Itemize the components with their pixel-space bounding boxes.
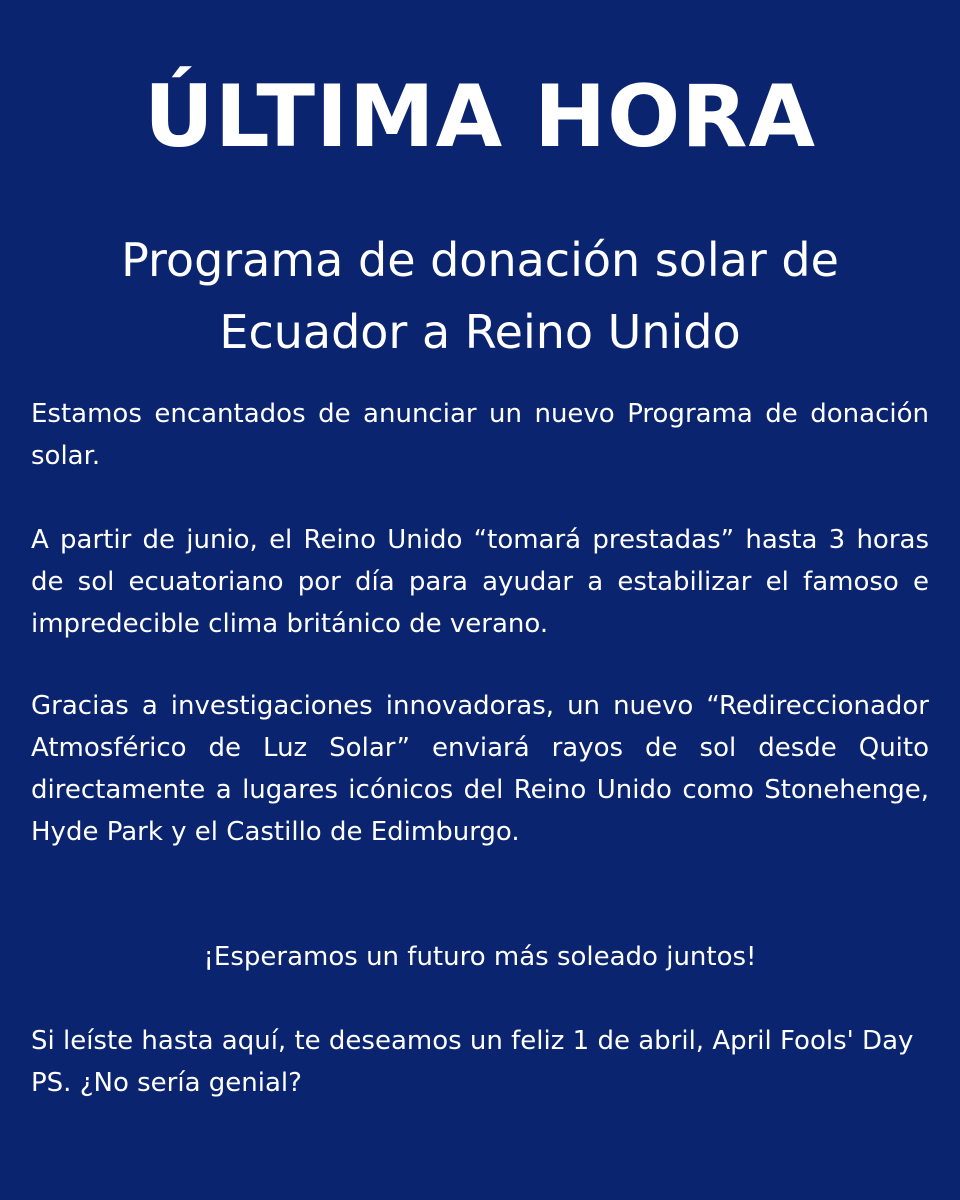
technology-paragraph: Gracias a investigaciones innovadoras, un nuevo “Redireccionador Atmosférico de Luz Solar” enviará rayos de sol desde Quito directamente a lugares icónicos del Reino Unido como Stonehenge, Hyde Park y el Castillo de Edimburgo. bbox=[31, 691, 929, 847]
reveal-paragraph: Si leíste hasta aquí, te deseamos un feliz 1 de abril, April Fools' Day bbox=[31, 1026, 914, 1056]
details-paragraph: A partir de junio, el Reino Unido “tomará prestadas” hasta 3 horas de sol ecuatoriano por día para ayudar a estabilizar el famoso e impredecible clima británico de verano. bbox=[31, 525, 929, 639]
intro-paragraph: Estamos encantados de anunciar un nuevo Programa de donación solar. bbox=[31, 399, 929, 471]
closing-line: ¡Esperamos un futuro más soleado juntos! bbox=[203, 942, 757, 972]
headline: ÚLTIMA HORA bbox=[144, 67, 816, 167]
reveal-block bbox=[31, 1020, 929, 1104]
announcement-title: Programa de donación solar de Ecuador a Reino Unido bbox=[121, 233, 839, 359]
ps-line: PS. ¿No sería genial? bbox=[31, 1068, 302, 1098]
